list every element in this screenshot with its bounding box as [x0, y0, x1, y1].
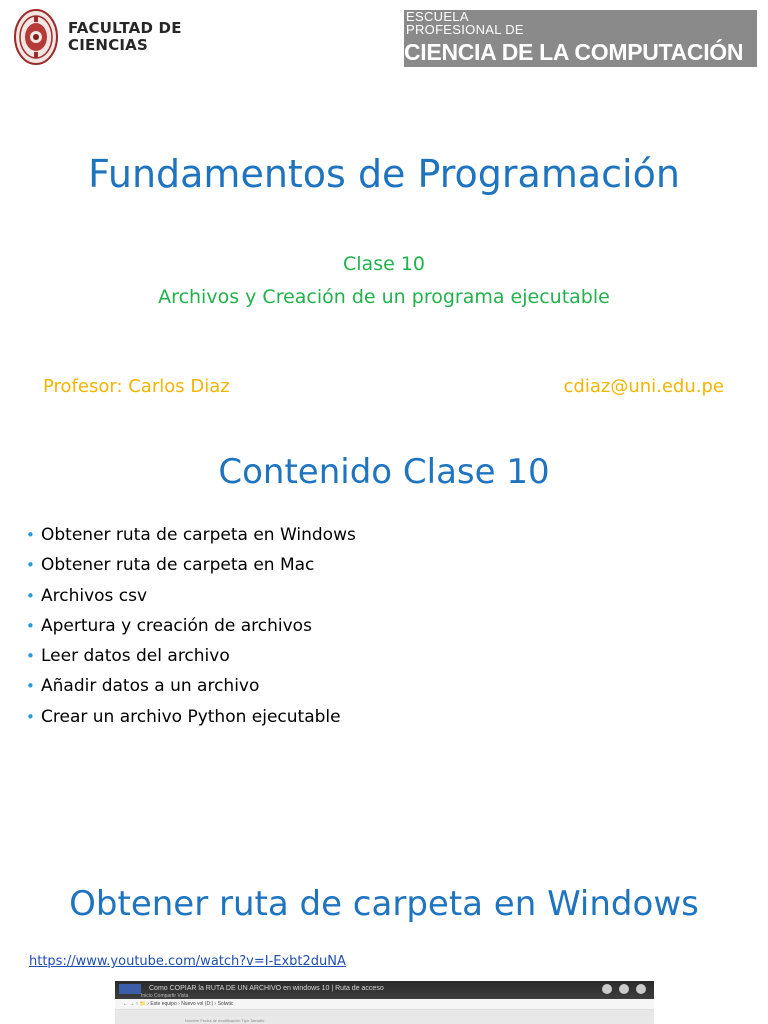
class-subtitle: Archivos y Creación de un programa ejecutable	[158, 286, 610, 308]
bullet-dot-icon: •	[26, 677, 35, 696]
share-icon	[619, 984, 629, 994]
faculty-line2: CIENCIAS	[68, 36, 148, 54]
list-item	[26, 582, 356, 612]
professor-name: Profesor: Carlos Diaz	[43, 376, 230, 397]
school-line3: CIENCIA DE LA COMPUTACIÓN	[404, 39, 744, 65]
list-item	[26, 551, 356, 581]
school-line2: PROFESIONAL DE	[406, 22, 524, 37]
section-title: Obtener ruta de carpeta en Windows	[69, 884, 699, 924]
list-item	[26, 672, 356, 702]
youtube-link[interactable]: https://www.youtube.com/watch?v=I-Exbt2duNA	[29, 954, 346, 969]
list-item	[26, 703, 356, 733]
bullet-dot-icon: •	[26, 616, 35, 635]
contents-title: Contenido Clase 10	[218, 452, 550, 492]
clock-icon	[602, 984, 612, 994]
bullet-dot-icon: •	[26, 526, 35, 544]
bullet-dot-icon: •	[26, 556, 35, 575]
explorer-menu: Inicio Compartir Vista	[141, 993, 189, 999]
school-banner	[404, 10, 757, 67]
list-item-text: Leer datos del archivo	[41, 646, 230, 667]
university-seal-icon	[14, 8, 58, 66]
list-item	[26, 642, 356, 672]
bullet-dot-icon: •	[26, 707, 35, 726]
list-item	[26, 612, 356, 642]
school-line1: ESCUELA	[406, 9, 469, 24]
info-icon	[636, 984, 646, 994]
list-item-text: Archivos csv	[41, 585, 148, 606]
video-controls	[602, 984, 646, 994]
class-number: Clase 10	[343, 253, 425, 275]
list-item-text: Añadir datos a un archivo	[41, 676, 260, 697]
faculty-line1: FACULTAD DE	[68, 19, 182, 37]
video-title: Como COPIAR la RUTA DE UN ARCHIVO en windows 10 | Ruta de acceso	[149, 985, 384, 992]
explorer-columns: Nombre Fecha de modificación Tipo Tamaño	[185, 1018, 265, 1023]
bullet-dot-icon: •	[26, 647, 35, 666]
list-item-text: Obtener ruta de carpeta en Mac	[41, 555, 315, 576]
professor-email: cdiaz@uni.edu.pe	[563, 376, 724, 397]
contents-list	[26, 521, 356, 733]
channel-icon	[119, 984, 141, 994]
explorer-path: ← → ↑ 📁 › Este equipo › Nuevo vol (D:) › Solwtic	[123, 1001, 234, 1007]
list-item	[26, 521, 356, 551]
list-item-text: Crear un archivo Python ejecutable	[41, 706, 341, 727]
list-item-text: Obtener ruta de carpeta en Windows	[41, 525, 356, 545]
course-title: Fundamentos de Programación	[88, 152, 680, 196]
bullet-dot-icon: •	[26, 586, 35, 605]
video-thumbnail[interactable]	[115, 981, 654, 1024]
list-item-text: Apertura y creación de archivos	[41, 615, 312, 636]
faculty-name	[68, 20, 182, 54]
